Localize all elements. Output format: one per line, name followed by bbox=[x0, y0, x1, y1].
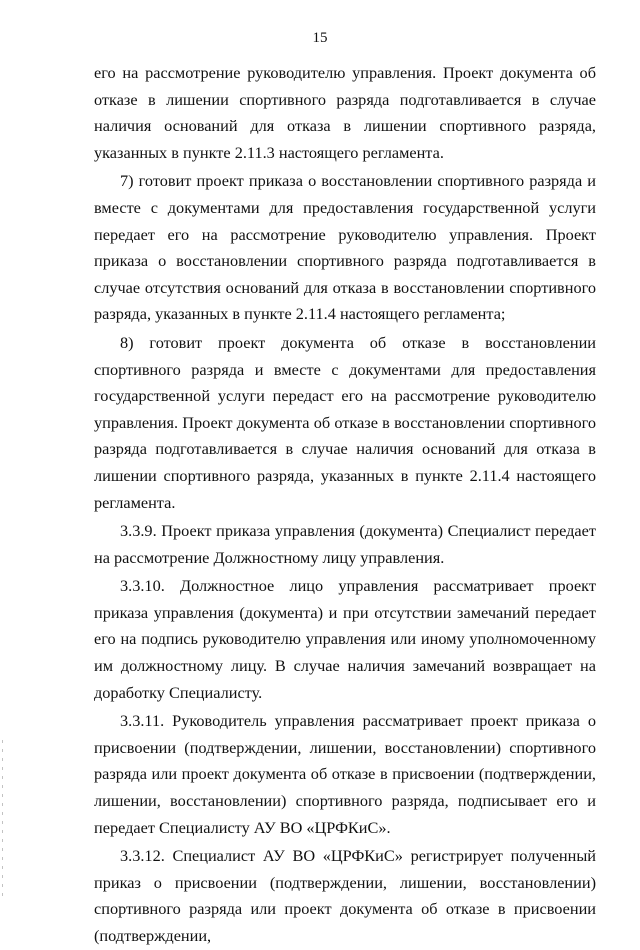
paragraph-3-3-9: 3.3.9. Проект приказа управления (документа) Специалист передает на рассмотрение Должностному лицу управления. bbox=[94, 521, 596, 567]
paragraph-item-7: 7) готовит проект приказа о восстановлении спортивного разряда и вместе с документами для предоставления государственной услуги передает его на рассмотрение руководителю управления. Проект приказа о восстановлении спортивного разряда подготавливается в случае отсутствия оснований для отказа в восстановлении спортивного разряда, указанных в пункте 2.11.4 настоящего регламента; bbox=[94, 171, 596, 324]
paragraph-continuation: его на рассмотрение руководителю управления. Проект документа об отказе в лишении спортивного разряда подготавливается в случае наличия оснований для отказа в лишении спортивного разряда, указанных в пункте 2.11.3 настоящего регламента. bbox=[94, 63, 596, 162]
paragraph-item-8: 8) готовит проект документа об отказе в восстановлении спортивного разряда и вместе с документами для предоставления государственной услуги передаст его на рассмотрение руководителю управления. Проект документа об отказе в восстановлении спортивного разряда подготавливается в случае наличия оснований для отказа в лишении спортивного разряда, указанных в пункте 2.11.4 настоящего регламента. bbox=[94, 332, 596, 512]
scan-edge-mark bbox=[2, 740, 3, 900]
page-number: 15 bbox=[312, 30, 328, 46]
document-body bbox=[94, 60, 596, 950]
paragraph-3-3-10: 3.3.10. Должностное лицо управления рассматривает проект приказа управления (документа) и при отсутствии замечаний передает его на подпись руководителю управления или иному уполномоченному им должностному лицу. В случае наличия замечаний возвращает на доработку Специалисту. bbox=[94, 576, 596, 702]
paragraph-3-3-11: 3.3.11. Руководитель управления рассматривает проект приказа о присвоении (подтверждении, лишении, восстановлении) спортивного разряда или проект документа об отказе в присвоении (подтверждении, лишении, восстановлении) спортивного разряда, подписывает его и передает Специалисту АУ ВО «ЦРФКиС». bbox=[94, 711, 596, 837]
paragraph-3-3-12: 3.3.12. Специалист АУ ВО «ЦРФКиС» регистрирует полученный приказ о присвоении (подтверждении, лишении, восстановлении) спортивного разряда или проект документа об отказе в присвоении (подтверждении, bbox=[94, 846, 596, 945]
